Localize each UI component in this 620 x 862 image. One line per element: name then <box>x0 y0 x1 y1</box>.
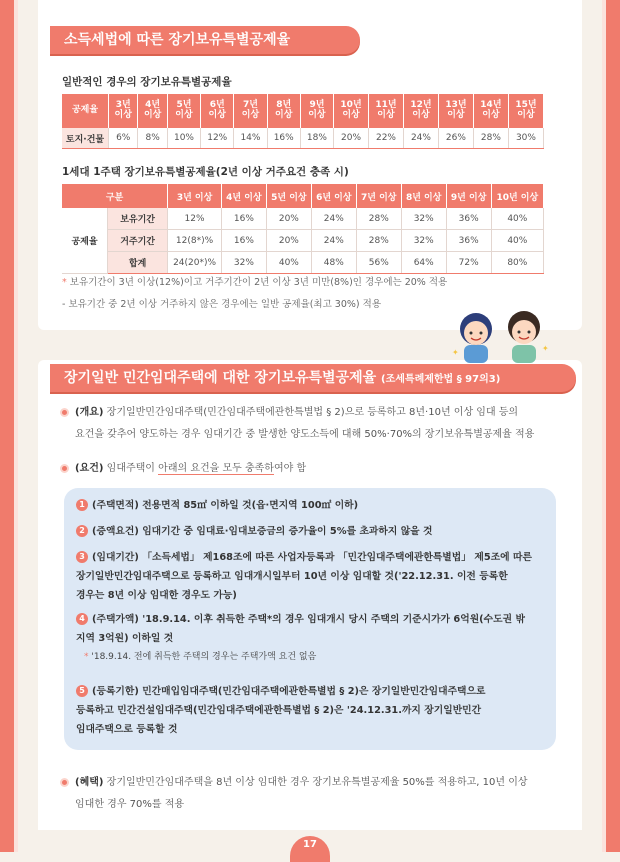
table2-header-cell: 6년 이상 <box>311 184 356 208</box>
table2-value-cell: 32% <box>401 208 446 230</box>
table2-header-cell: 3년 이상 <box>168 184 222 208</box>
requirement-3 <box>76 548 546 605</box>
number-badge-icon: 5 <box>76 685 88 697</box>
page-border-inner-left <box>14 0 18 852</box>
table2-value-cell: 28% <box>356 208 401 230</box>
number-badge-icon: 2 <box>76 525 88 537</box>
table1-header-cell: 10년 이상 <box>334 94 369 128</box>
table1-row-label: 토지·건물 <box>62 128 109 149</box>
table2-value-cell: 40% <box>266 252 311 274</box>
table1-caption: 일반적인 경우의 장기보유특별공제율 <box>62 76 232 88</box>
table2-header-cell: 8년 이상 <box>401 184 446 208</box>
note-1: * 보유기간이 3년 이상(12%)이고 거주기간이 2년 이상 3년 미만(8%)인 경우에는 20% 적용 <box>62 277 448 288</box>
requirement-4 <box>76 610 546 667</box>
table2-value-cell: 28% <box>356 230 401 252</box>
table1-header-cell: 11년 이상 <box>369 94 404 128</box>
bullet-icon <box>60 464 69 473</box>
table2-value-cell: 12% <box>168 208 222 230</box>
table1-header-cell: 9년 이상 <box>300 94 333 128</box>
table1-header-cell: 8년 이상 <box>267 94 300 128</box>
table-row <box>62 252 544 274</box>
requirement-line: 지역 3억원) 이하일 것 <box>76 633 174 644</box>
requirement-line: 1 (주택면적) 전용면적 85㎡ 이하일 것(읍·면지역 100㎡ 이하) <box>76 496 546 515</box>
table1-header-cell: 12년 이상 <box>403 94 438 128</box>
overview-item: (개요) 장기일반민간임대주택(민간임대주택에관한특별법 § 2)으로 등록하고 8년·10년 이상 임대 등의 <box>60 402 560 424</box>
table1-value-cell: 20% <box>334 128 369 149</box>
svg-text:✦: ✦ <box>452 348 459 357</box>
table1-value-cell: 16% <box>267 128 300 149</box>
table2-value-cell: 20% <box>266 208 311 230</box>
table2-value-cell: 32% <box>401 230 446 252</box>
table1-value-cell: 10% <box>167 128 200 149</box>
svg-text:✦: ✦ <box>542 344 549 353</box>
table1-value-cell: 14% <box>234 128 267 149</box>
table2-header-cell: 5년 이상 <box>266 184 311 208</box>
table1-header-cell: 4년 이상 <box>138 94 167 128</box>
number-badge-icon: 4 <box>76 613 88 625</box>
table2-row-label: 거주기간 <box>108 230 168 252</box>
requirement-line: 임대주택으로 등록할 것 <box>76 724 178 735</box>
page-border-inner-right <box>602 0 606 852</box>
table1-value-cell: 18% <box>300 128 333 149</box>
table2-value-cell: 24% <box>311 208 356 230</box>
benefit-item-cont: 임대한 경우 70%를 적용 <box>75 799 185 810</box>
table-row <box>62 230 544 252</box>
table2-header-cell: 10년 이상 <box>491 184 543 208</box>
note-1-mark: * <box>62 277 67 288</box>
table2-header-label: 구분 <box>62 184 168 208</box>
table1-header-label: 공제율 <box>62 94 109 128</box>
people-illustration-icon <box>446 305 554 363</box>
table2-row-label: 보유기간 <box>108 208 168 230</box>
table2-row-label: 합계 <box>108 252 168 274</box>
table2-value-cell: 80% <box>491 252 543 274</box>
requirement-footnote: * '18.9.14. 전에 취득한 주택의 경우는 주택가액 요건 없음 <box>84 652 317 662</box>
table1-value-cell: 24% <box>403 128 438 149</box>
table1-header-cell: 14년 이상 <box>473 94 508 128</box>
table1-header-cell: 6년 이상 <box>201 94 234 128</box>
requirement-line: 경우는 8년 이상 임대한 경우도 가능) <box>76 590 237 601</box>
page-number: 17 <box>290 836 330 862</box>
requirement-1 <box>76 496 546 515</box>
table1-header-cell: 3년 이상 <box>109 94 138 128</box>
table1-value-cell: 12% <box>201 128 234 149</box>
requirement-line: 5 (등록기한) 민간매입임대주택(민간임대주택에관한특별법 § 2)은 장기일반민간임대주택으로 <box>76 682 546 701</box>
requirement-5 <box>76 682 546 739</box>
table2-value-cell: 32% <box>221 252 266 274</box>
requirement-line: 4 (주택가액) '18.9.14. 이후 취득한 주택*의 경우 임대개시 당시 주택의 기준시가가 6억원(수도권 밖 <box>76 610 546 629</box>
table1-header-cell: 13년 이상 <box>438 94 473 128</box>
table2-value-cell: 72% <box>446 252 491 274</box>
page-border-right <box>606 0 620 852</box>
table2-header-cell: 9년 이상 <box>446 184 491 208</box>
note-2: - 보유기간 중 2년 이상 거주하지 않은 경우에는 일반 공제율(최고 30%) 적용 <box>62 299 381 310</box>
table1-header-cell: 15년 이상 <box>508 94 543 128</box>
table1-value-cell: 30% <box>508 128 543 149</box>
table1-value-cell: 22% <box>369 128 404 149</box>
benefit-item: (혜택) 장기일반민간임대주택을 8년 이상 임대한 경우 장기보유특별공제율 50%를 적용하고, 10년 이상 <box>60 772 560 794</box>
overview-item-cont: 요건을 갖추어 양도하는 경우 임대기간 중 발생한 양도소득에 대해 50%·70%의 장기보유특별공제율 적용 <box>75 429 535 440</box>
table1-value-cell: 8% <box>138 128 167 149</box>
table1-header-cell: 7년 이상 <box>234 94 267 128</box>
table2-value-cell: 24% <box>311 230 356 252</box>
section2-title: 장기일반 민간임대주택에 대한 장기보유특별공제율 (조세특례제한법 § 97의3) <box>50 364 576 392</box>
table2-value-cell: 36% <box>446 208 491 230</box>
table2-value-cell: 16% <box>221 230 266 252</box>
requirement-line: 등록하고 민간건설임대주택(민간임대주택에관한특별법 § 2)은 '24.12.31.까지 장기일반민간 <box>76 705 482 716</box>
requirement-item: (요건) 임대주택이 아래의 요건을 모두 충족하여야 함 <box>60 458 560 480</box>
number-badge-icon: 1 <box>76 499 88 511</box>
table2-value-cell: 36% <box>446 230 491 252</box>
requirement-line: 장기일반민간임대주택으로 등록하고 임대개시일부터 10년 이상 임대할 것('22.12.31. 이전 등록한 <box>76 571 508 582</box>
table1-value-cell: 26% <box>438 128 473 149</box>
table2-value-cell: 16% <box>221 208 266 230</box>
requirement-2 <box>76 522 546 541</box>
table2-value-cell: 56% <box>356 252 401 274</box>
table2-value-cell: 40% <box>491 208 543 230</box>
bullet-icon <box>60 408 69 417</box>
table2-header-cell: 4년 이상 <box>221 184 266 208</box>
one-house-deduction-table <box>62 184 544 274</box>
number-badge-icon: 3 <box>76 551 88 563</box>
table2-value-cell: 48% <box>311 252 356 274</box>
table2-value-cell: 12(8*)% <box>168 230 222 252</box>
general-deduction-table <box>62 94 544 149</box>
table1-header-cell: 5년 이상 <box>167 94 200 128</box>
section1-title: 소득세법에 따른 장기보유특별공제율 <box>50 26 360 54</box>
requirement-line: 3 (임대기간) 「소득세법」 제168조에 따른 사업자등록과 「민간임대주택에관한특별법」 제5조에 따른 <box>76 548 546 567</box>
page-border-left <box>0 0 14 852</box>
table1-value-cell: 6% <box>109 128 138 149</box>
bullet-icon <box>60 778 69 787</box>
table2-caption: 1세대 1주택 장기보유특별공제율(2년 이상 거주요건 충족 시) <box>62 166 349 178</box>
table2-group-label: 공제율 <box>62 208 108 274</box>
table1-value-cell: 28% <box>473 128 508 149</box>
table2-value-cell: 20% <box>266 230 311 252</box>
section2-title-suffix: (조세특례제한법 § 97의3) <box>381 374 501 385</box>
table2-value-cell: 24(20*)% <box>168 252 222 274</box>
table2-value-cell: 40% <box>491 230 543 252</box>
requirement-line: 2 (증액요건) 임대기간 중 임대료·임대보증금의 증가율이 5%를 초과하지 않을 것 <box>76 522 546 541</box>
table-row <box>62 208 544 230</box>
table2-value-cell: 64% <box>401 252 446 274</box>
table2-header-cell: 7년 이상 <box>356 184 401 208</box>
